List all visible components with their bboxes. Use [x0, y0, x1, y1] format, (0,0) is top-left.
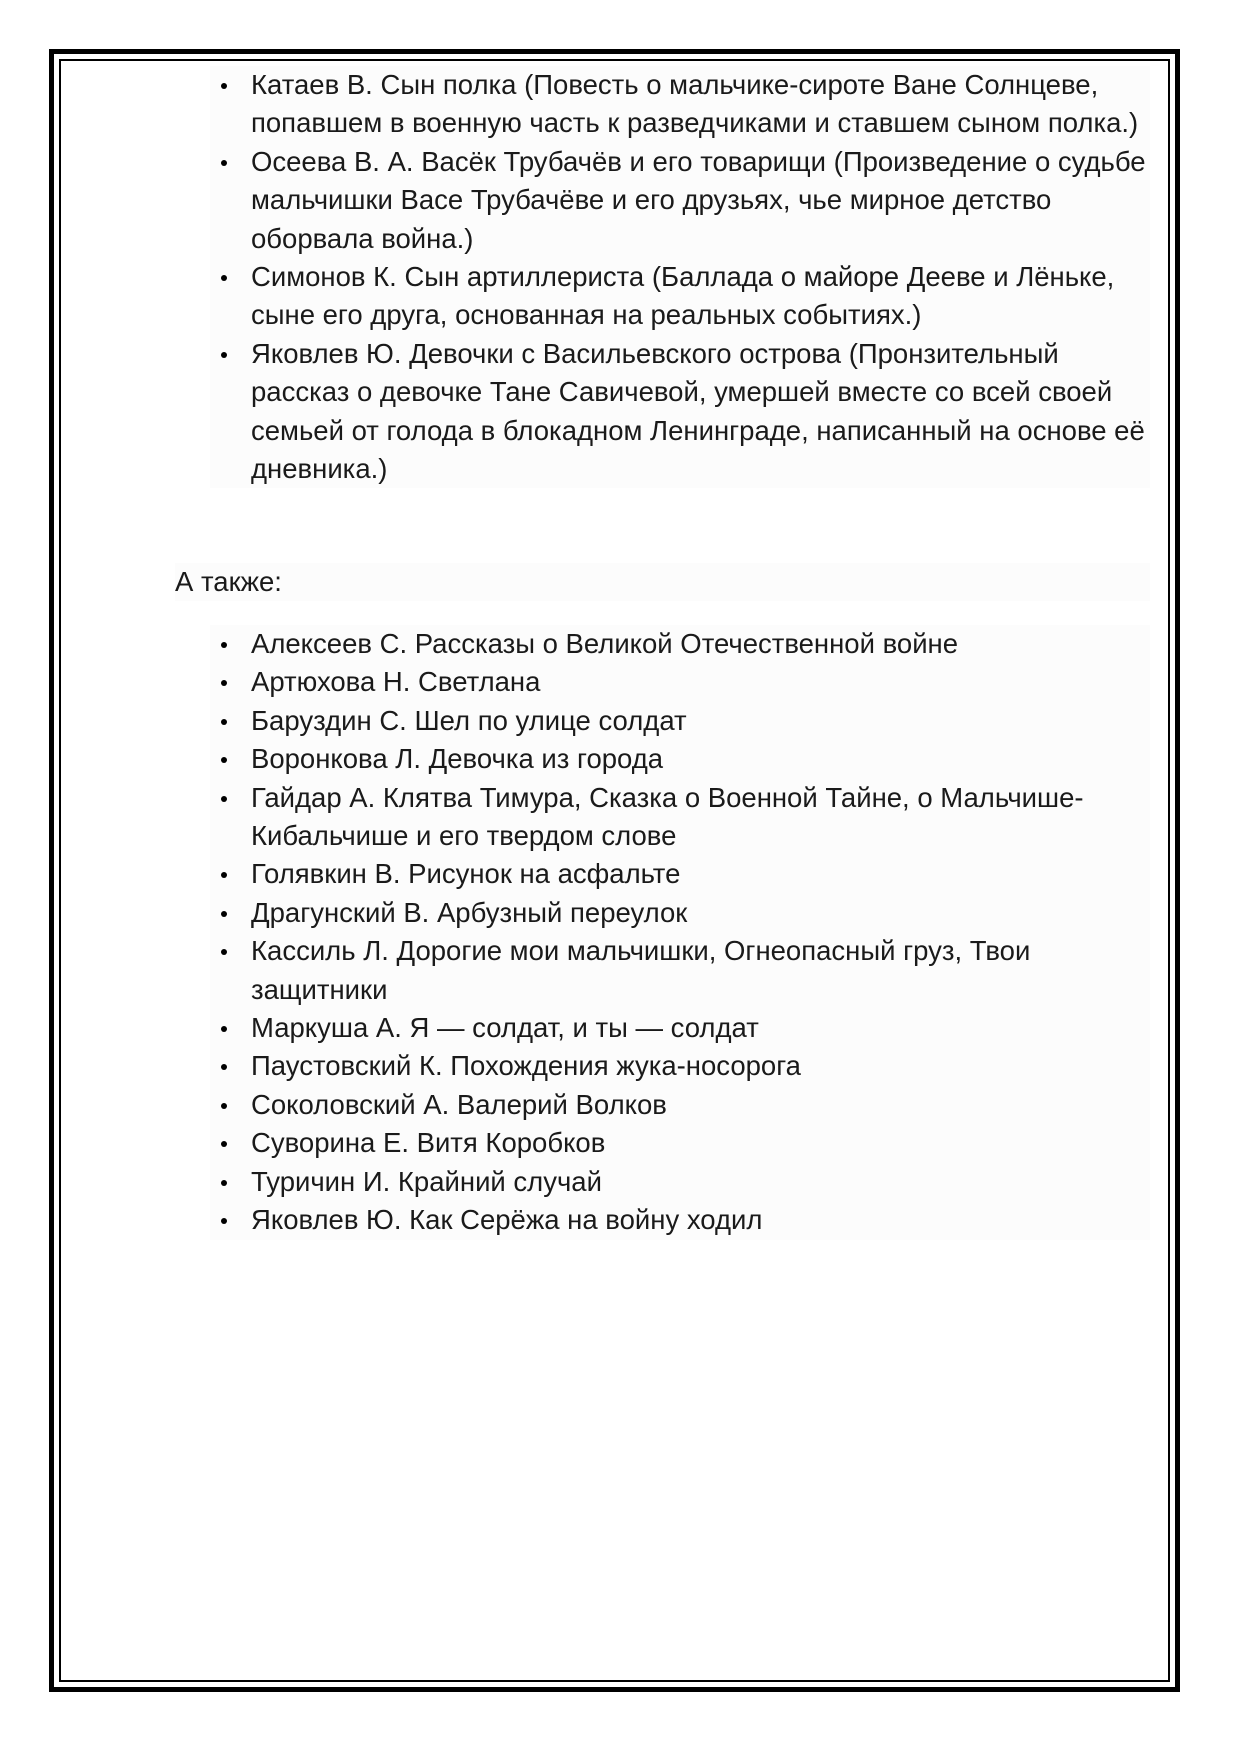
list-item: Туричин И. Крайний случай — [210, 1163, 1150, 1201]
also-label: А также: — [175, 563, 1150, 601]
list-item: Катаев В. Сын полка (Повесть о мальчике-сироте Ване Солнцеве, попавшем в военную часть к разведчиками и ставшем сыном полка.) — [210, 66, 1150, 143]
list-item: Осеева В. А. Васёк Трубачёв и его товарищи (Произведение о судьбе мальчишки Васе Трубачёве и его друзьях, чье мирное детство оборвала война.) — [210, 143, 1150, 258]
list-item: Соколовский А. Валерий Волков — [210, 1086, 1150, 1124]
list-item: Яковлев Ю. Как Серёжа на войну ходил — [210, 1201, 1150, 1239]
list-item: Яковлев Ю. Девочки с Васильевского острова (Пронзительный рассказ о девочке Тане Савичевой, умершей вместе со всей своей семьей от голода в блокадном Ленинграде, написанный на основе её дневника.) — [210, 335, 1150, 489]
list-item: Маркуша А. Я — солдат, и ты — солдат — [210, 1009, 1150, 1047]
book-list-primary — [210, 66, 1150, 488]
list-item: Драгунский В. Арбузный переулок — [210, 894, 1150, 932]
list-item: Воронкова Л. Девочка из города — [210, 740, 1150, 778]
book-list-secondary — [210, 625, 1150, 1240]
list-item: Паустовский К. Похождения жука-носорога — [210, 1047, 1150, 1085]
list-item: Суворина Е. Витя Коробков — [210, 1124, 1150, 1162]
list-item: Симонов К. Сын артиллериста (Баллада о майоре Дееве и Лёньке, сыне его друга, основанная на реальных событиях.) — [210, 258, 1150, 335]
list-item: Голявкин В. Рисунок на асфальте — [210, 855, 1150, 893]
list-item: Кассиль Л. Дорогие мои мальчишки, Огнеопасный груз, Твои защитники — [210, 932, 1150, 1009]
list-item: Алексеев С. Рассказы о Великой Отечественной войне — [210, 625, 1150, 663]
list-item: Артюхова Н. Светлана — [210, 663, 1150, 701]
list-item: Баруздин С. Шел по улице солдат — [210, 702, 1150, 740]
list-item: Гайдар А. Клятва Тимура, Сказка о Военной Тайне, о Мальчише-Кибальчише и его твердом слове — [210, 779, 1150, 856]
